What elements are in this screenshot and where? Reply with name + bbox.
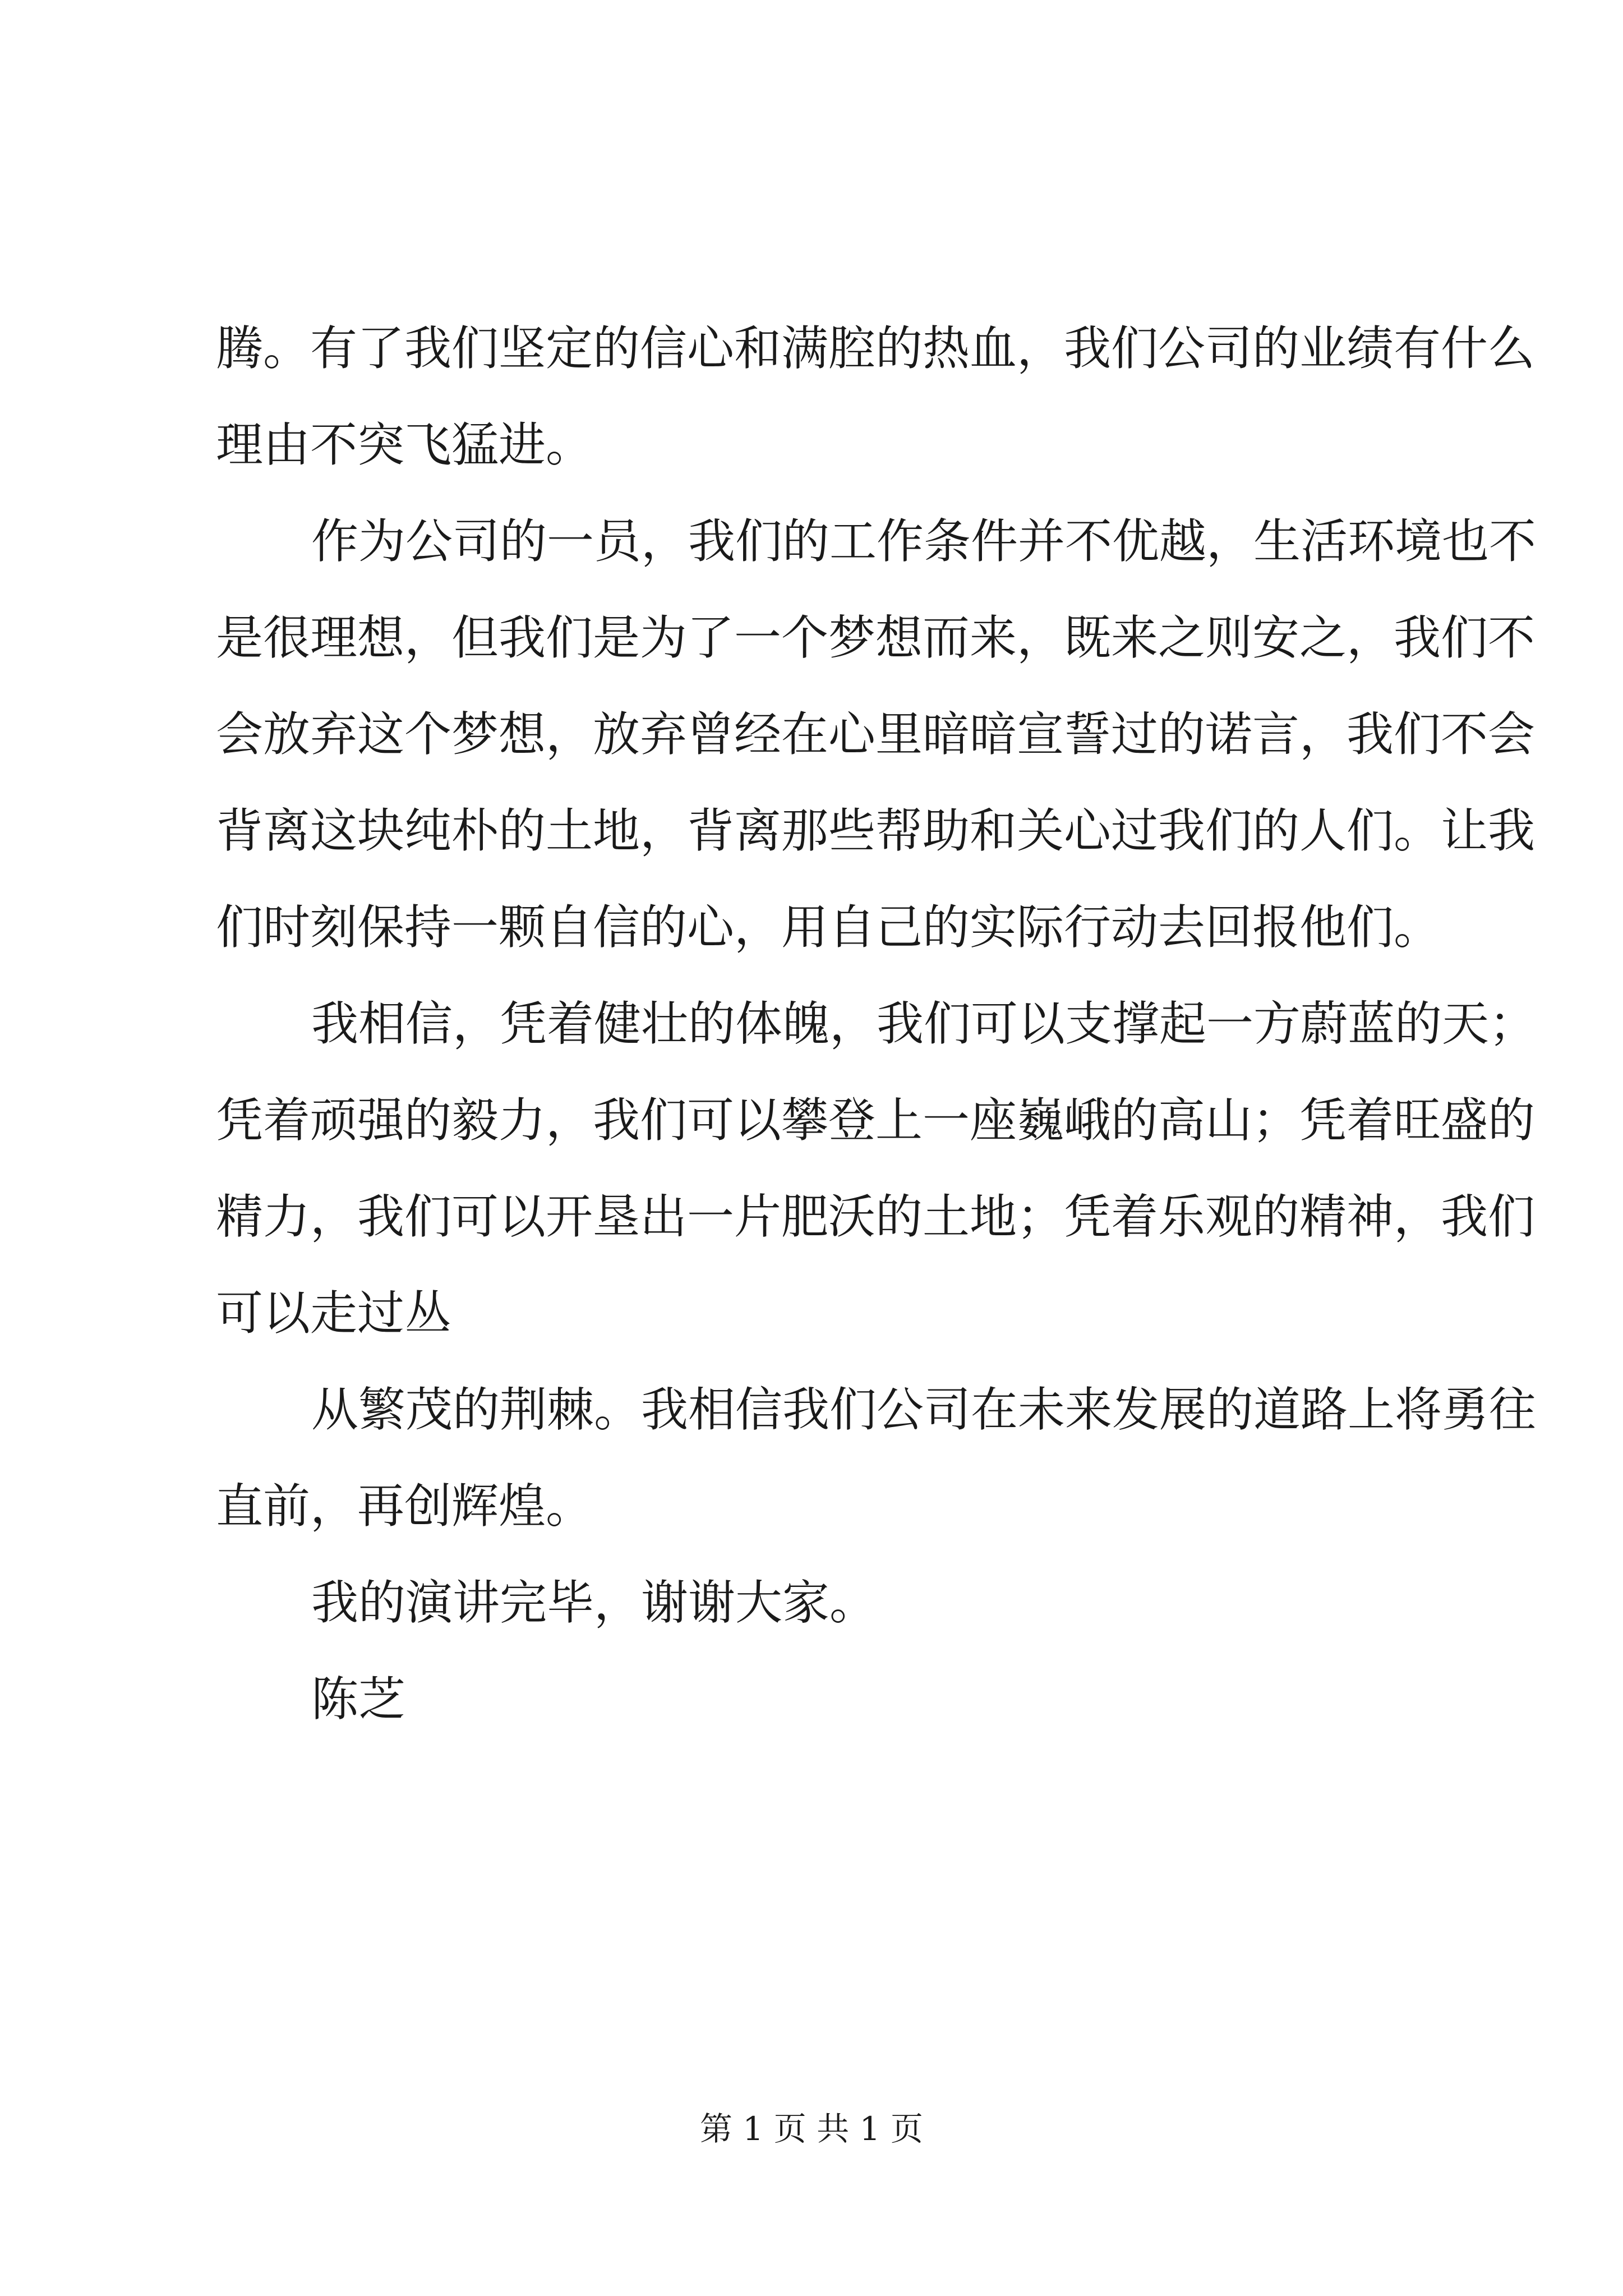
text-line: 作为公司的一员，我们的工作条件并不优越，生活环境也不 bbox=[311, 514, 1537, 569]
text-line: 们时刻保持一颗自信的心，用自己的实际行动去回报他们。 bbox=[216, 900, 1441, 955]
text-line: 凭着顽强的毅力，我们可以攀登上一座巍峨的高山；凭着旺盛的 bbox=[216, 1093, 1536, 1148]
text-line: 背离这块纯朴的土地，背离那些帮助和关心过我们的人们。让我 bbox=[216, 803, 1536, 858]
text-line: 我的演讲完毕，谢谢大家。 bbox=[311, 1575, 877, 1630]
signature-name: 陈芝 bbox=[311, 1672, 406, 1727]
text-line: 会放弃这个梦想，放弃曾经在心里暗暗宣誓过的诺言，我们不会 bbox=[216, 707, 1536, 762]
text-line: 从繁茂的荆棘。我相信我们公司在未来发展的道路上将勇往 bbox=[311, 1382, 1537, 1437]
text-line: 我相信，凭着健壮的体魄，我们可以支撑起一方蔚蓝的天； bbox=[311, 996, 1537, 1051]
text-line: 腾。有了我们坚定的信心和满腔的热血，我们公司的业绩有什么 bbox=[216, 321, 1536, 376]
page-number-footer: 第 1 页 共 1 页 bbox=[700, 2110, 923, 2148]
text-line: 理由不突飞猛进。 bbox=[216, 417, 593, 472]
text-line: 直前，再创辉煌。 bbox=[216, 1479, 593, 1534]
document-body bbox=[216, 300, 1537, 1747]
text-line: 精力，我们可以开垦出一片肥沃的土地；凭着乐观的精神，我们 bbox=[216, 1189, 1536, 1244]
text-line: 可以走过丛 bbox=[216, 1286, 452, 1341]
text-line: 是很理想，但我们是为了一个梦想而来，既来之则安之，我们不 bbox=[216, 610, 1536, 665]
